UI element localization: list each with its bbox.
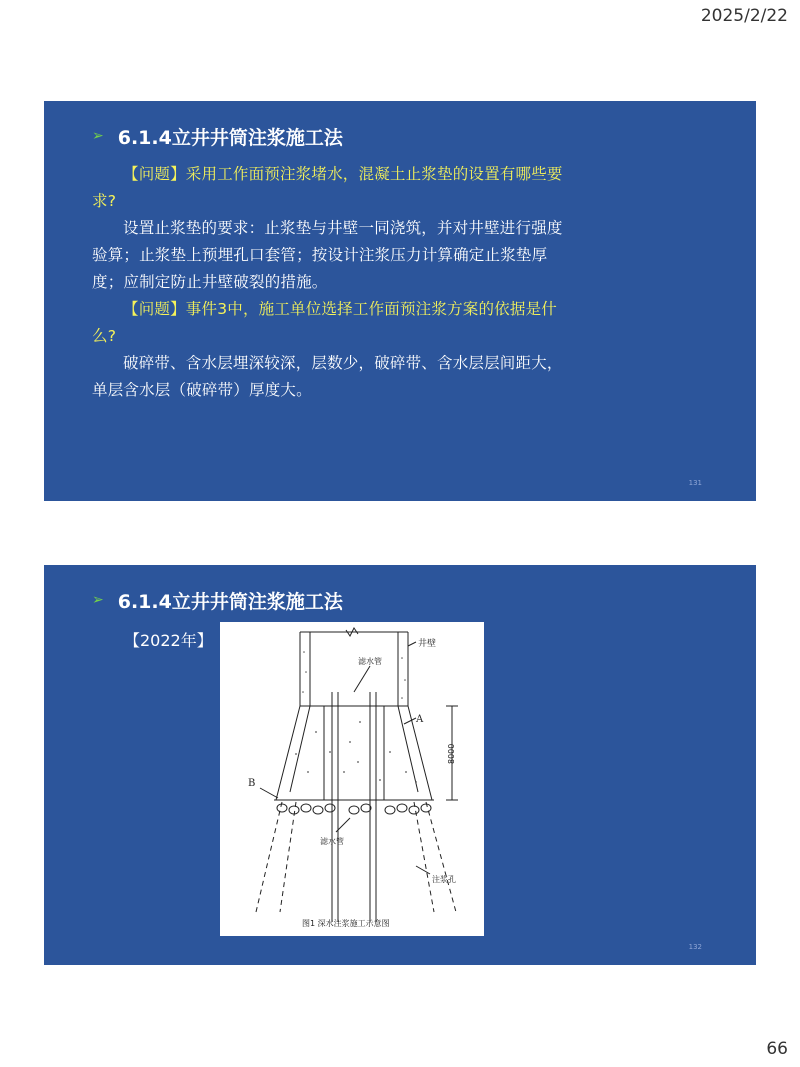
label-filter-pipe-bottom: 滤水管: [320, 837, 344, 846]
arrow-bullet-icon: ➢: [92, 127, 104, 144]
year-label: 【2022年】: [124, 631, 213, 650]
slide-number: 132: [688, 943, 702, 951]
answer-2: 破碎带、含水层埋深较深，层数少，破碎带、含水层层间距大，单层含水层（破碎带）厚度大。: [92, 354, 563, 399]
grouting-diagram: [220, 622, 484, 936]
arrow-bullet-icon: ➢: [92, 591, 104, 608]
slide-title: [92, 587, 343, 614]
label-grout-hole: 注浆孔: [432, 875, 456, 884]
label-jingbi: 井壁: [418, 639, 437, 649]
page-number: 66: [766, 1039, 788, 1059]
figure-caption: 图1 深水注浆施工示意图: [302, 919, 390, 928]
slide-title: [92, 123, 343, 150]
slide-title-text: 6.1.4立井井筒注浆施工法: [117, 591, 343, 613]
slide-body: [92, 161, 570, 404]
label-dimension: 8000: [447, 743, 456, 764]
slide-number: 131: [688, 479, 702, 487]
grouting-diagram-svg: [220, 622, 484, 936]
slide-title-text: 6.1.4立井井筒注浆施工法: [117, 127, 343, 149]
label-a: A: [416, 714, 424, 725]
slide-131: [44, 101, 756, 501]
question-2: 【问题】事件3中，施工单位选择工作面预注浆方案的依据是什么?: [92, 300, 557, 345]
label-b: B: [248, 778, 256, 789]
slide-132: [44, 565, 756, 965]
page-date: 2025/2/22: [700, 6, 788, 26]
label-filter-pipe-top: 滤水管: [358, 657, 382, 666]
question-1: 【问题】采用工作面预注浆堵水，混凝土止浆垫的设置有哪些要求?: [92, 165, 563, 210]
answer-1: 设置止浆垫的要求：止浆垫与井壁一同浇筑，并对井壁进行强度验算；止浆垫上预埋孔口套管；按设计注浆压力计算确定止浆垫厚度；应制定防止井壁破裂的措施。: [92, 219, 563, 291]
